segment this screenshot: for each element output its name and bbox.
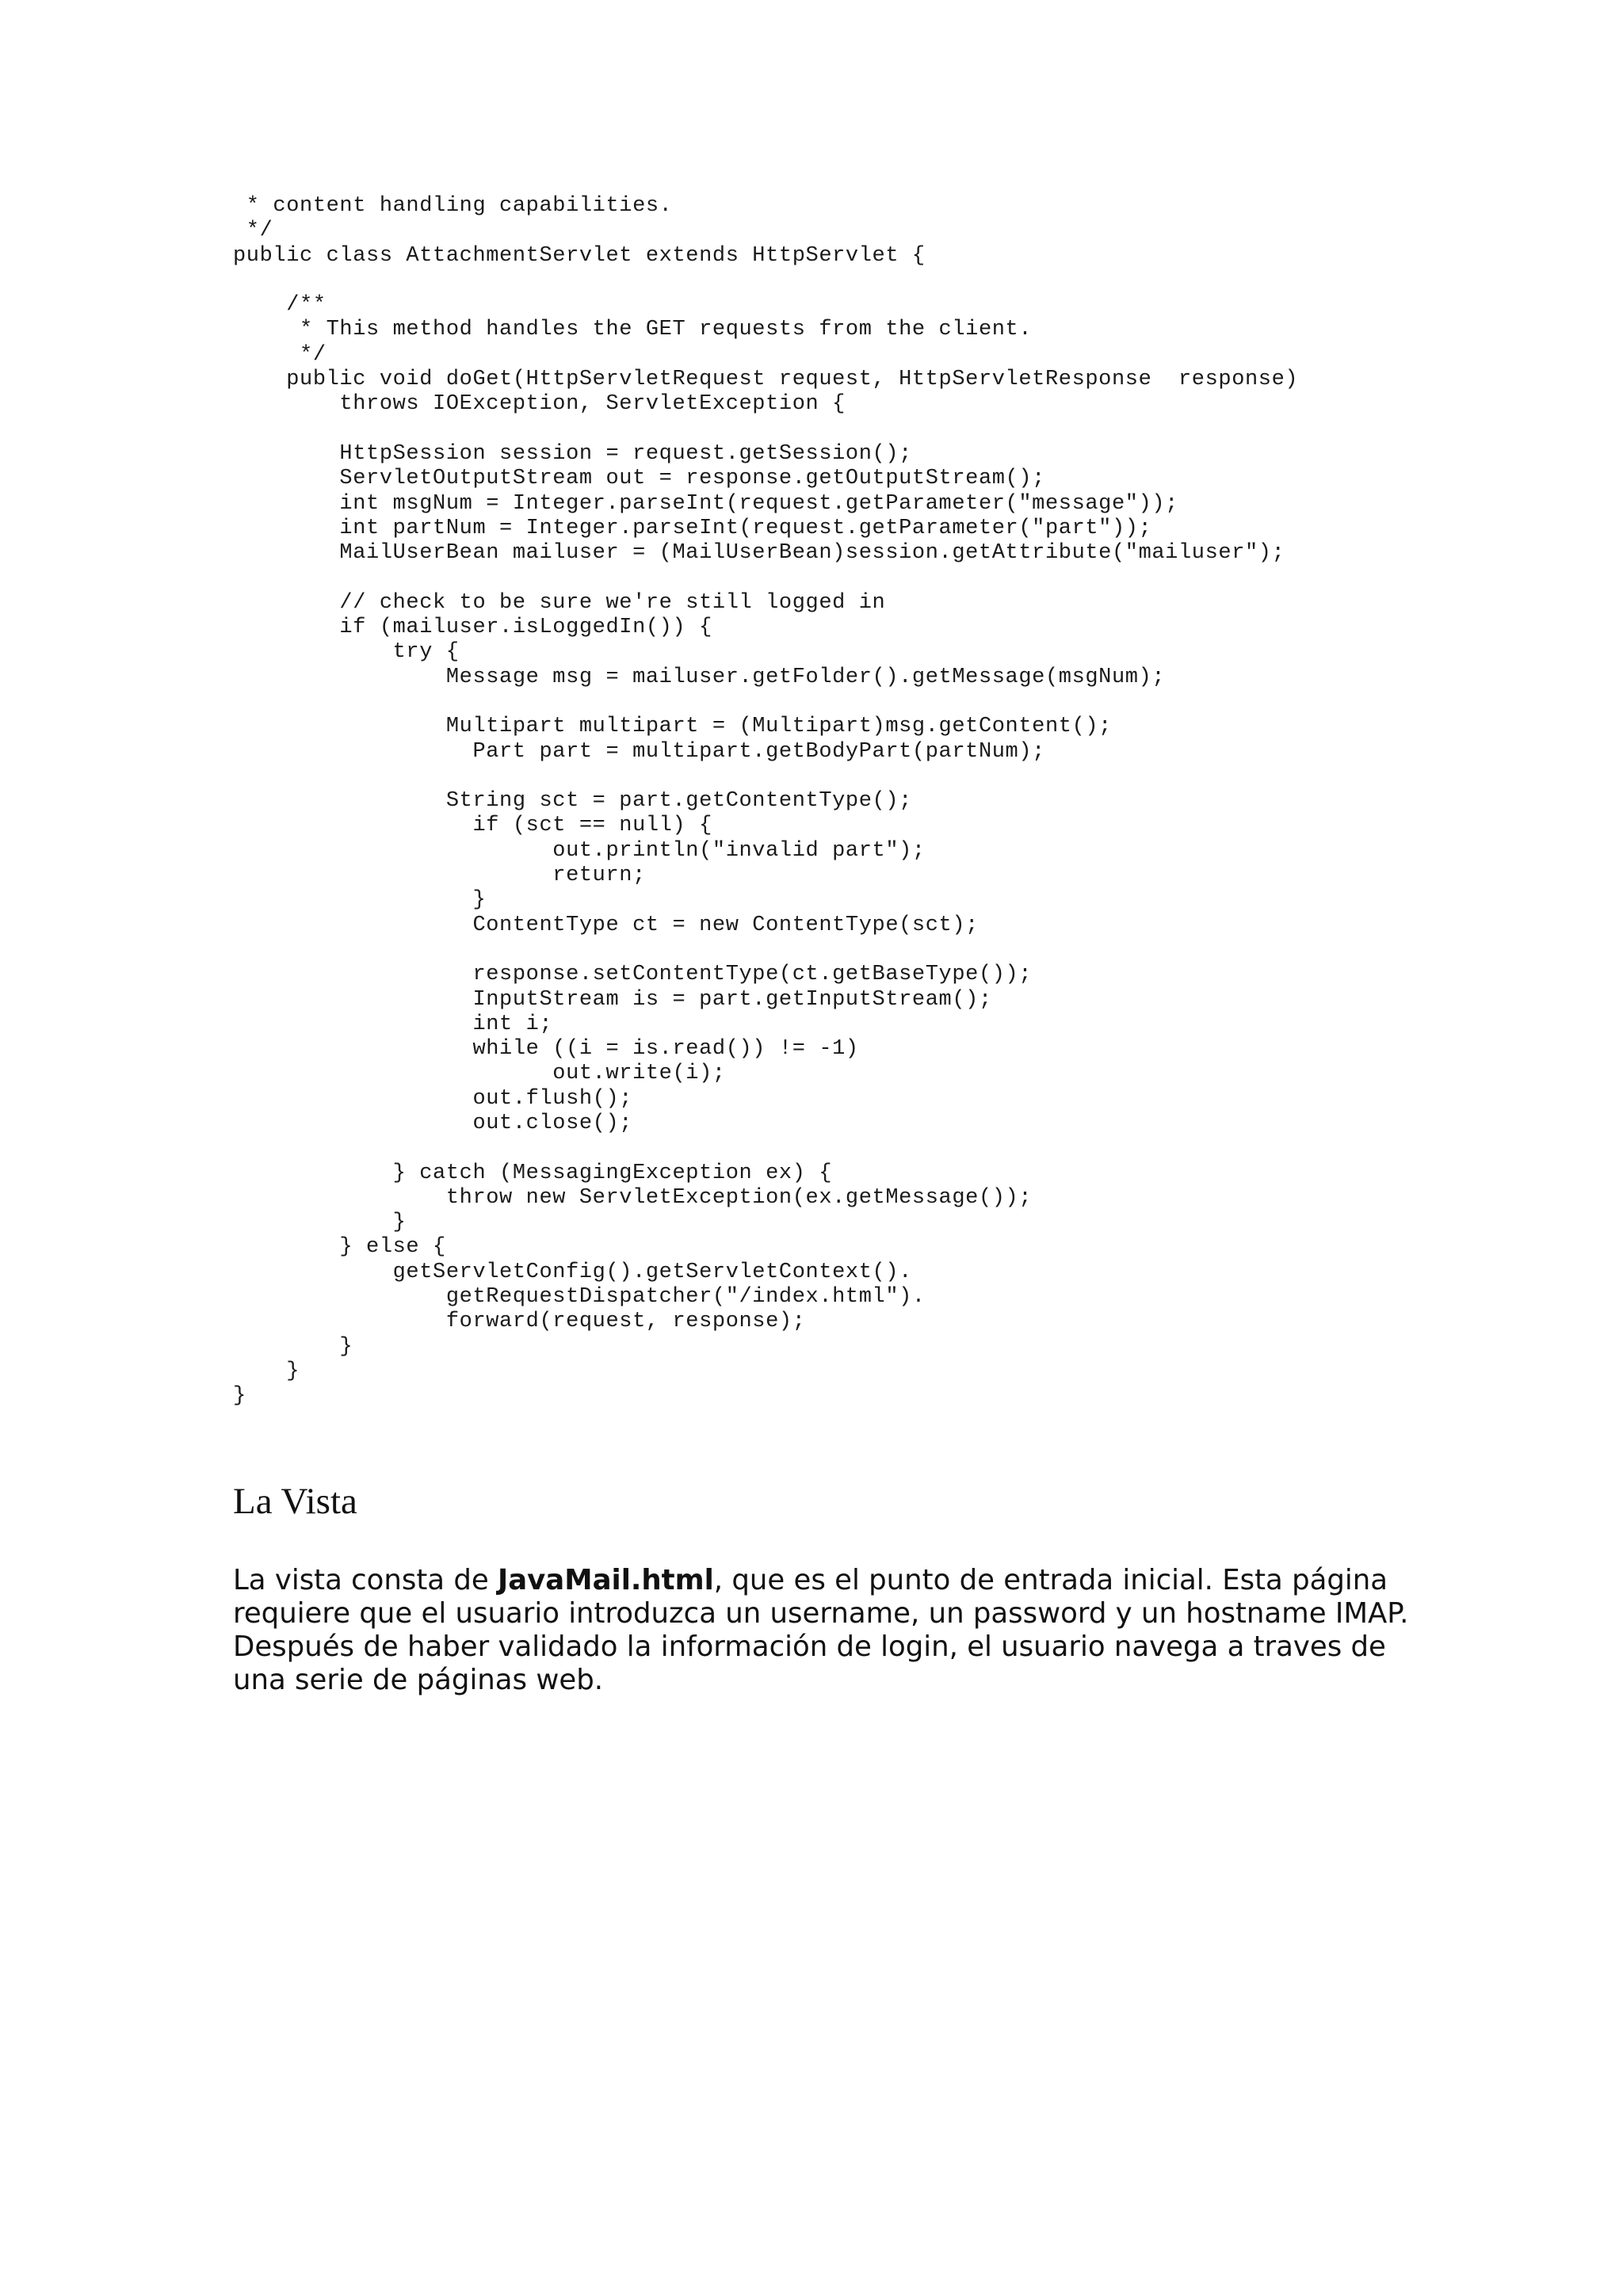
code-line: ContentType ct = new ContentType(sct); [233,913,979,937]
code-line: */ [233,342,327,367]
code-line: public void doGet(HttpServletRequest request, HttpServletResponse response) [233,368,1299,392]
code-listing [233,194,1298,1409]
code-line: public class AttachmentServlet extends HttpServlet { [233,243,926,268]
code-line: } [233,888,487,913]
code-line: } [233,1334,353,1359]
code-line: Message msg = mailuser.getFolder().getMessage(msgNum); [233,665,1166,689]
code-line: Multipart multipart = (Multipart)msg.getContent(); [233,715,1112,739]
code-line: } catch (MessagingException ex) { [233,1161,833,1185]
code-line: * This method handles the GET requests from the client. [233,318,1033,342]
code-line: while ((i = is.read()) != -1) [233,1037,859,1062]
code-line: InputStream is = part.getInputStream(); [233,987,992,1012]
code-line [233,418,1298,442]
section-heading: La Vista [233,1481,357,1522]
code-line: // check to be sure we're still logged in [233,590,886,615]
code-line [233,269,1298,293]
section-paragraph [233,1564,1422,1697]
code-line: MailUserBean mailuser = (MailUserBean)session.getAttribute("mailuser"); [233,541,1285,566]
code-line [233,1136,1298,1161]
code-line: int partNum = Integer.parseInt(request.getParameter("part")); [233,516,1152,540]
code-line: if (sct == null) { [233,814,712,838]
code-line: String sct = part.getContentType(); [233,789,912,814]
code-line: getRequestDispatcher("/index.html"). [233,1285,926,1310]
paragraph-filename: JavaMail.html [498,1564,714,1596]
code-line: /** [233,293,327,318]
code-line: out.close(); [233,1111,633,1135]
code-line: throws IOException, ServletException { [233,392,846,417]
code-line: out.println("invalid part"); [233,838,926,863]
code-line: int i; [233,1012,553,1036]
code-line: * content handling capabilities. [233,194,673,218]
code-line: } else { [233,1235,446,1260]
code-line: */ [233,219,273,243]
paragraph-text-start: La vista consta de [233,1564,498,1596]
code-line: try { [233,640,460,665]
code-line: if (mailuser.isLoggedIn()) { [233,616,712,640]
code-line: } [233,1211,407,1235]
code-line: ServletOutputStream out = response.getOutputStream(); [233,467,1045,491]
code-line [233,566,1298,590]
code-line: return; [233,864,646,888]
code-line: forward(request, response); [233,1310,806,1334]
code-line: getServletConfig().getServletContext(). [233,1260,912,1284]
code-line: Part part = multipart.getBodyPart(partNum); [233,739,1045,764]
code-line: throw new ServletException(ex.getMessage()); [233,1185,1033,1210]
code-line [233,938,1298,963]
code-line: out.write(i); [233,1062,726,1086]
code-line: } [233,1384,246,1409]
code-line: } [233,1359,300,1383]
code-line: response.setContentType(ct.getBaseType()); [233,963,1033,987]
code-line: HttpSession session = request.getSession(); [233,441,912,466]
code-line: out.flush(); [233,1086,633,1111]
code-line: int msgNum = Integer.parseInt(request.getParameter("message")); [233,491,1178,516]
code-line [233,765,1298,789]
code-line [233,690,1298,715]
paragraph-text-end: , que es el punto de entrada inicial. Esta página requiere que el usuario introduzca un username, un password y un hostname IMAP. Después de haber validado la información de login, el usuario navega a traves de una serie de páginas web. [233,1564,1409,1696]
